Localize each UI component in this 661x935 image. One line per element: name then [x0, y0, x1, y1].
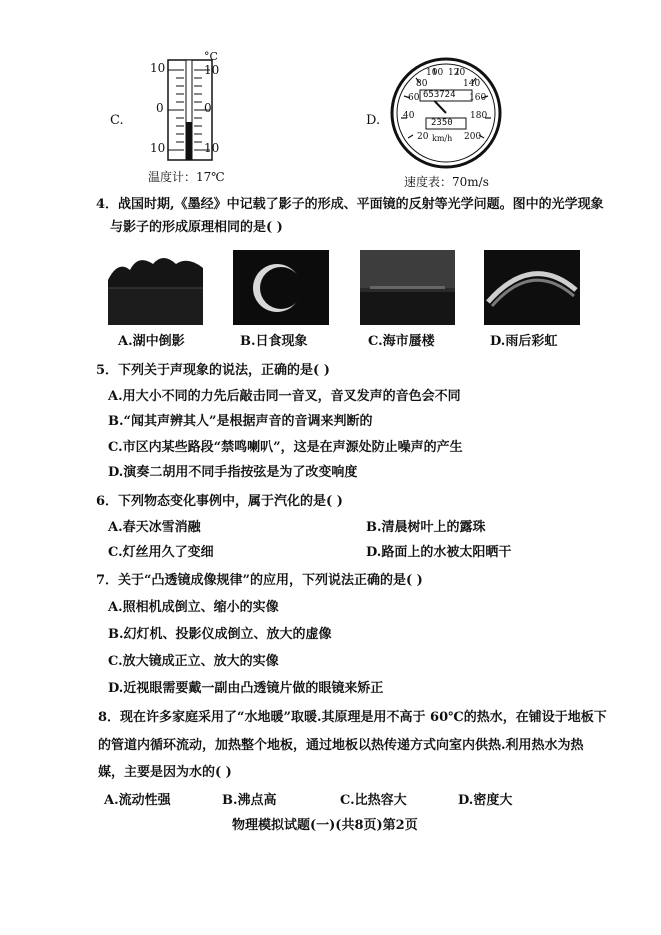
q5-option-c: C.市区内某些路段“禁鸣喇叭”，这是在声源处防止噪声的产生 — [108, 440, 463, 455]
option-d-label: D. — [366, 113, 381, 128]
q7-option-c: C.放大镜成正立、放大的实像 — [108, 654, 279, 669]
speed-tick-160: 160 — [469, 93, 487, 103]
q8-stem-line3: 媒，主要是因为水的( ) — [98, 765, 232, 780]
speed-tick-120: 120 — [448, 68, 466, 78]
speed-tick-180: 180 — [470, 111, 488, 121]
q6-option-d: D.路面上的水被太阳晒干 — [366, 545, 512, 560]
q7-stem: 7．关于“凸透镜成像规律”的应用，下列说法正确的是( ) — [96, 573, 423, 588]
option-c-label: C. — [110, 113, 124, 128]
rainbow-image — [484, 250, 580, 325]
q8-option-b: B.沸点高 — [222, 793, 277, 808]
thermo-label-bottom-right: 10 — [204, 141, 220, 155]
speed-tick-60: 60 — [408, 93, 420, 103]
q8-option-c: C.比热容大 — [340, 793, 407, 808]
page-footer: 物理模拟试题(一)(共8页)第2页 — [232, 818, 418, 833]
q4-stem-line2: 与影子的形成原理相同的是( ) — [110, 220, 283, 235]
speed-trip: 2350 — [431, 118, 453, 128]
q8-stem-line2: 的管道内循环流动，加热整个地板，通过地板以热传递方式向室内供热.利用热水为热 — [98, 738, 584, 753]
lake-reflection-image — [108, 250, 203, 325]
q4-option-a: A.湖中倒影 — [118, 334, 185, 349]
q5-option-b: B.“闻其声辨其人”是根据声音的音调来判断的 — [108, 414, 373, 429]
speed-tick-20: 20 — [417, 132, 429, 142]
q5-stem: 5．下列关于声现象的说法，正确的是( ) — [96, 363, 330, 378]
q5-option-a: A.用大小不同的力先后敲击同一音叉，音叉发声的音色会不同 — [108, 389, 461, 404]
speed-tick-100: 100 — [426, 68, 444, 78]
mirage-image — [360, 250, 455, 325]
q8-option-a: A.流动性强 — [104, 793, 171, 808]
q8-stem-line1: 8．现在许多家庭采用了“水地暖”取暖.其原理是用不高于 60℃的热水，在铺设于地板下 — [98, 710, 607, 725]
thermo-label-top-right: 10 — [204, 63, 220, 77]
q6-option-a: A.春天冰雪消融 — [108, 520, 201, 535]
speed-tick-140: 140 — [463, 79, 481, 89]
thermo-unit: °C — [204, 50, 218, 63]
speed-odometer: 653724 — [423, 90, 456, 100]
q6-option-c: C.灯丝用久了变细 — [108, 545, 214, 560]
speed-tick-40: 40 — [403, 111, 415, 121]
solar-eclipse-image — [233, 250, 329, 325]
q4-stem-line1: 4．战国时期,《墨经》中记载了影子的形成、平面镜的反射等光学问题。图中的光学现象 — [96, 197, 604, 212]
speed-unit: km/h — [432, 134, 453, 143]
thermo-label-zero-left: 0 — [156, 101, 164, 115]
thermometer-caption: 温度计：17℃ — [148, 170, 225, 184]
q7-option-d: D.近视眼需要戴一副由凸透镜片做的眼镜来矫正 — [108, 681, 384, 696]
thermo-label-top-left: 10 — [150, 61, 166, 75]
q4-option-b: B.日食现象 — [240, 334, 308, 349]
q6-option-b: B.清晨树叶上的露珠 — [366, 520, 486, 535]
q7-option-b: B.幻灯机、投影仪成倒立、放大的虚像 — [108, 627, 332, 642]
thermo-label-bottom-left: 10 — [150, 141, 166, 155]
q5-option-d: D.演奏二胡用不同手指按弦是为了改变响度 — [108, 465, 358, 480]
speed-tick-200: 200 — [464, 132, 482, 142]
speed-tick-80: 80 — [416, 79, 428, 89]
q6-stem: 6．下列物态变化事例中，属于汽化的是( ) — [96, 494, 343, 509]
thermometer-figure — [148, 50, 224, 164]
speedometer-caption: 速度表：70m/s — [404, 175, 489, 189]
q4-option-c: C.海市蜃楼 — [368, 334, 435, 349]
q7-option-a: A.照相机成倒立、缩小的实像 — [108, 600, 279, 615]
q4-option-d: D.雨后彩虹 — [490, 334, 558, 349]
q8-option-d: D.密度大 — [458, 793, 513, 808]
speedometer-figure — [386, 56, 506, 170]
thermo-label-zero-right: 0 — [204, 101, 212, 115]
